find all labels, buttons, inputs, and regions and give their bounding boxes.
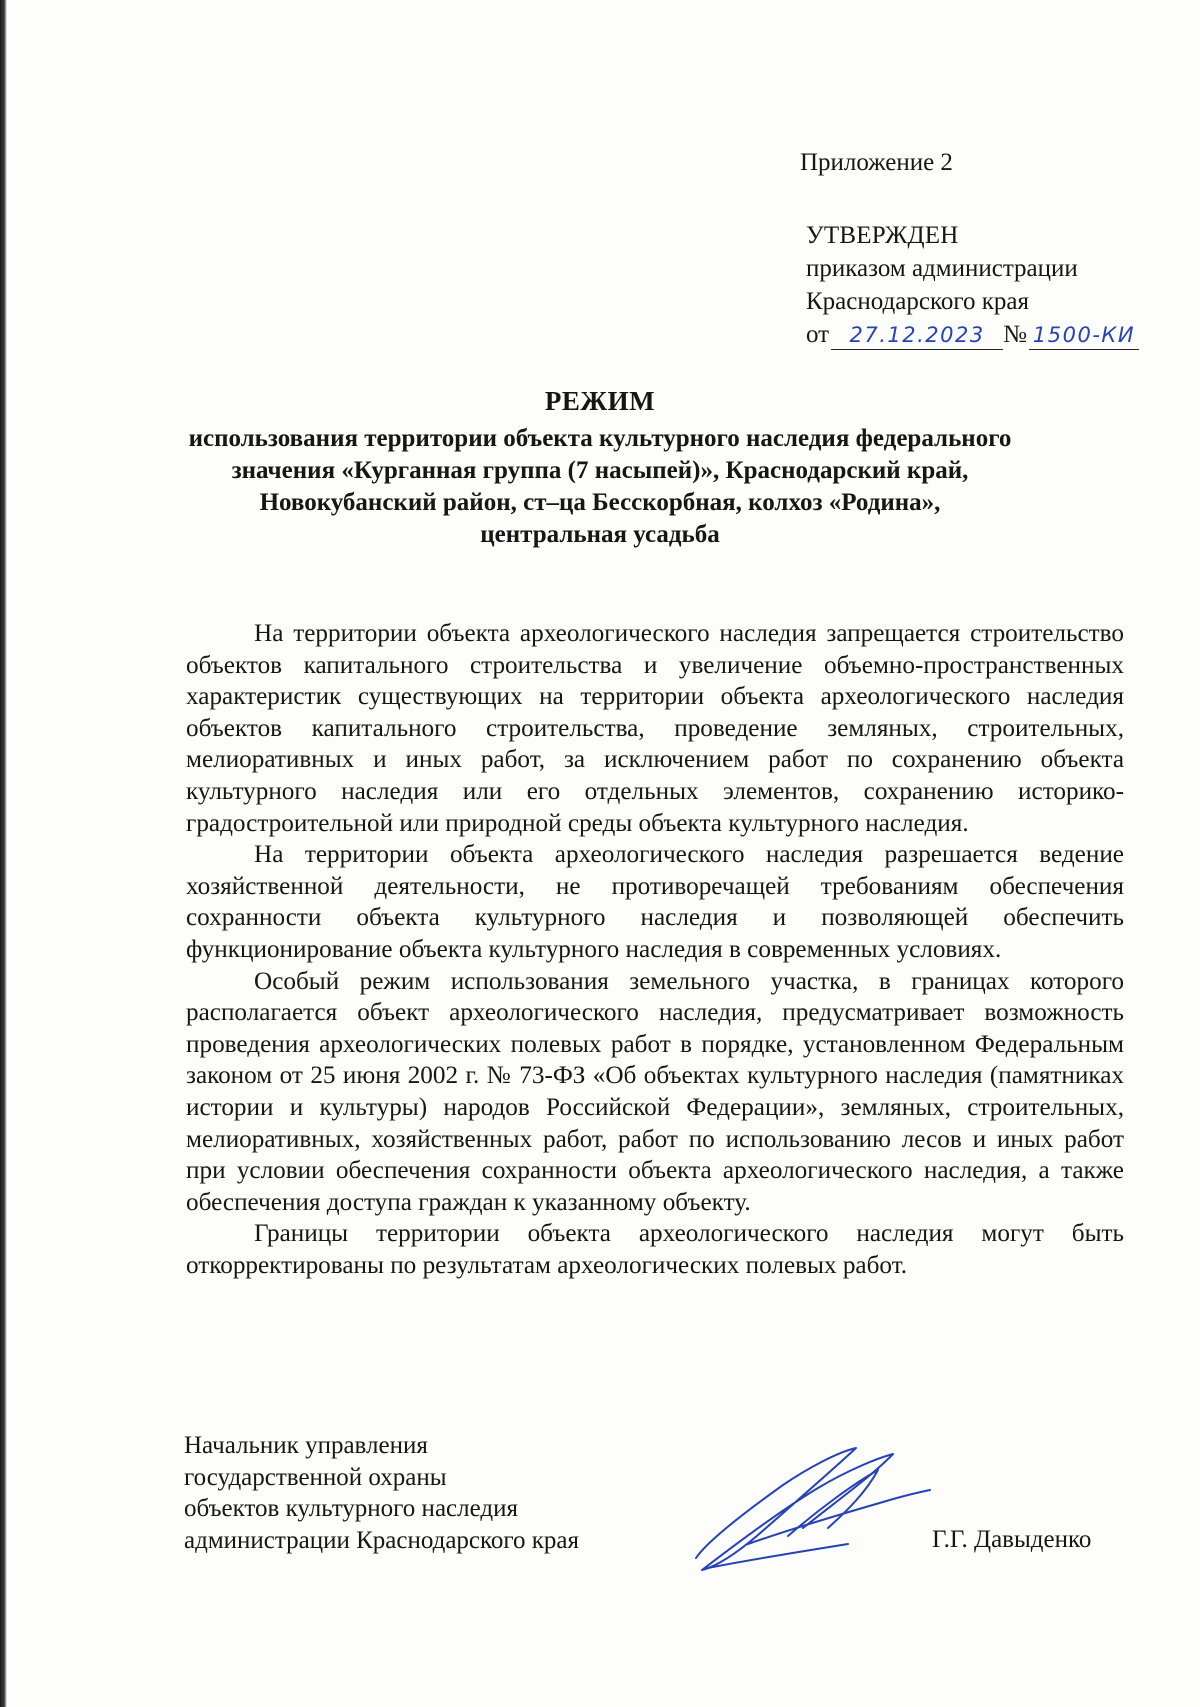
title-line-3: Новокубанский район, ст–ца Бесскорбная, колхоз «Родина»,: [259, 489, 941, 516]
paragraph-prohibitions: На территории объекта археологического наследия запрещается строительство объектов капитального строительства и увеличение объемно-пространственных характеристик существующих на территории объекта археологического наследия объектов капитального строительства, проведение земляных, строительных, мелиоративных и иных работ, за исключением работ по сохранению объекта культурного наследия или его отдельных элементов, сохранению историко-градостроительной или природной среды объекта культурного наследия.: [186, 620, 1124, 837]
order-number-handwritten: 1500-КИ: [1032, 323, 1136, 347]
signatory-name: Г.Г. Давыденко: [932, 1526, 1092, 1553]
title-line-1: использования территории объекта культурного наследия федерального: [188, 425, 1012, 452]
order-date-field: [831, 321, 1003, 350]
by-order-line-1: приказом администрации: [806, 255, 1078, 282]
number-label: №: [1003, 321, 1027, 348]
order-date-handwritten: 27.12.2023: [849, 323, 985, 347]
handwritten-signature-icon: [688, 1440, 938, 1575]
order-date-line: [806, 318, 1139, 358]
paragraph-boundaries: Границы территории объекта археологического наследия могут быть откорректированы по результатам археологических полевых работ.: [186, 1220, 1124, 1279]
document-body: [186, 618, 1124, 1281]
title-main: РЕЖИМ: [544, 386, 656, 416]
signatory-line-1: Начальник управления: [184, 1432, 428, 1459]
by-order-line-2: Краснодарского края: [806, 288, 1029, 315]
paragraph-special-regime: Особый режим использования земельного участка, в границах которого располагается объект археологического наследия, предусматривает возможность проведения археологических полевых работ в порядке, установленном Федеральным законом от 25 июня 2002 г. № 73-ФЗ «Об объектах культурного наследия (памятниках истории и культуры) народов Российской Федерации», земляных, строительных, мелиоративных, хозяйственных работ, работ по использованию лесов и иных работ при условии обеспечения сохранности объекта археологического наследия, а также обеспечения доступа граждан к указанному объекту.: [186, 967, 1124, 1216]
order-number-field: [1029, 321, 1139, 350]
signatory-line-3: объектов культурного наследия: [184, 1495, 518, 1522]
title-line-2: значения «Курганная группа (7 насыпей)», Краснодарский край,: [231, 457, 969, 484]
from-label: от: [806, 321, 830, 348]
document-title: [150, 383, 1050, 551]
signatory-position: [184, 1430, 579, 1556]
paragraph-permitted-activity: На территории объекта археологического наследия разрешается ведение хозяйственной деятельности, не противоречащей требованиям обеспечения сохранности объекта культурного наследия и позволяющей обеспечить функционирование объекта культурного наследия в современных условиях.: [186, 841, 1124, 963]
approved-label: УТВЕРЖДЕН: [806, 222, 959, 249]
title-line-4: центральная усадьба: [480, 521, 720, 548]
annex-label: Приложение 2: [800, 149, 953, 176]
signatory-line-2: государственной охраны: [184, 1463, 447, 1491]
approval-block: [806, 219, 1139, 358]
signatory-line-4: администрации Краснодарского края: [184, 1526, 580, 1554]
